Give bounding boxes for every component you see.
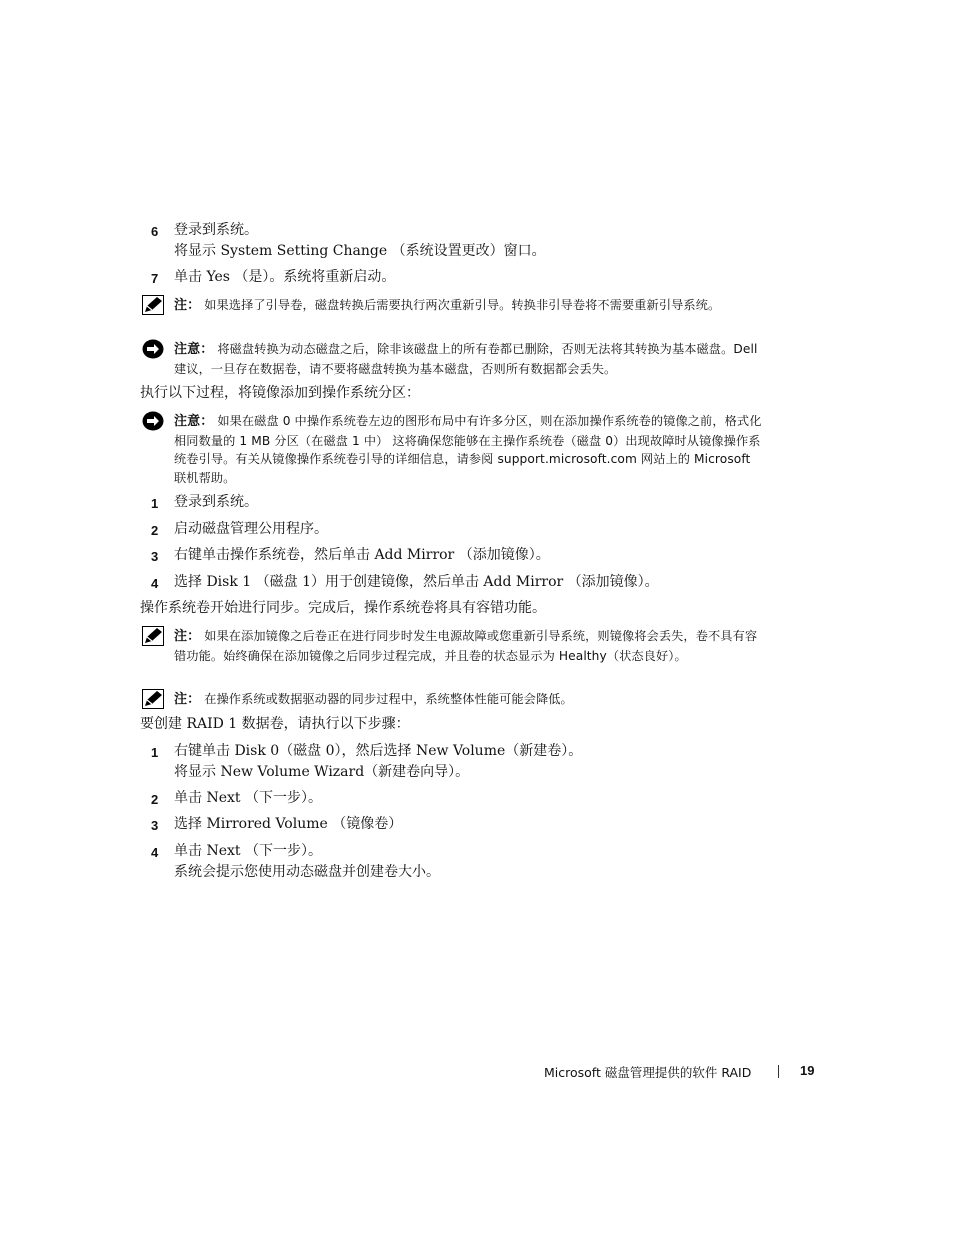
step-text: 右键单击 Disk 0（磁盘 0），然后选择 New Volume（新建卷）。 — [174, 743, 583, 759]
pencil-note-icon — [142, 689, 164, 709]
notice-block — [174, 412, 764, 487]
notice-text: 如果在磁盘 0 中操作系统卷左边的图形布局中有许多分区，则在添加操作系统卷的镜像之前，格式化相同数量的 1 MB 分区（在磁盘 1 中） 这将确保您能够在主操作系统卷（磁盘 0）出现故障时从镜像操作系统卷引导。有关从镜像操作系统卷引导的详细信息，请参阅 support.microsoft.com 网站上的 Microsoft 联机帮助。 — [174, 414, 762, 485]
footer-divider — [778, 1065, 779, 1078]
pencil-note-icon — [142, 295, 164, 315]
step-subtext: 将显示 System Setting Change （系统设置更改）窗口。 — [174, 243, 546, 259]
page-number: 19 — [800, 1063, 815, 1078]
note-block — [174, 690, 764, 710]
footer-title: Microsoft 磁盘管理提供的软件 RAID — [544, 1065, 752, 1080]
step-number: 4 — [151, 845, 159, 860]
pencil-note-icon — [142, 626, 164, 646]
step-number: 2 — [151, 792, 159, 807]
notice-arrow-icon — [142, 411, 164, 431]
notice-text: 将磁盘转换为动态磁盘之后，除非该磁盘上的所有卷都已删除，否则无法将其转换为基本磁盘。Dell 建议，一旦存在数据卷，请不要将磁盘转换为基本磁盘，否则所有数据都会丢失。 — [174, 342, 758, 376]
step-text: 单击 Next （下一步）。 — [174, 790, 322, 806]
step-subtext: 将显示 New Volume Wizard（新建卷向导）。 — [174, 764, 470, 780]
paragraph: 要创建 RAID 1 数据卷，请执行以下步骤： — [140, 716, 410, 732]
step-text: 选择 Disk 1 （磁盘 1）用于创建镜像，然后单击 Add Mirror （添加镜像）。 — [174, 574, 659, 590]
page-footer — [544, 1063, 815, 1081]
note-text: 如果在添加镜像之后卷正在进行同步时发生电源故障或您重新引导系统，则镜像将会丢失，卷不具有容错功能。始终确保在添加镜像之后同步过程完成，并且卷的状态显示为 Healthy（状态良好）。 — [174, 629, 758, 663]
note-block — [174, 627, 764, 665]
step-text: 登录到系统。 — [174, 222, 258, 238]
step-text: 单击 Next （下一步）。 — [174, 843, 322, 859]
step-text: 选择 Mirrored Volume （镜像卷） — [174, 816, 403, 832]
note-label: 注： — [174, 629, 201, 644]
step-subtext: 系统会提示您使用动态磁盘并创建卷大小。 — [174, 864, 440, 880]
notice-label: 注意： — [174, 414, 214, 429]
paragraph: 执行以下过程，将镜像添加到操作系统分区： — [140, 385, 420, 401]
notice-block — [174, 340, 764, 378]
note-label: 注： — [174, 692, 201, 707]
step-number: 3 — [151, 818, 159, 833]
step-number: 2 — [151, 523, 159, 538]
step-text: 右键单击操作系统卷，然后单击 Add Mirror （添加镜像）。 — [174, 547, 550, 563]
note-label: 注： — [174, 298, 201, 313]
notice-label: 注意： — [174, 342, 214, 357]
paragraph: 操作系统卷开始进行同步。完成后，操作系统卷将具有容错功能。 — [140, 600, 546, 616]
step-text: 登录到系统。 — [174, 494, 258, 510]
step-number: 1 — [151, 496, 159, 511]
note-text: 如果选择了引导卷，磁盘转换后需要执行两次重新引导。转换非引导卷将不需要重新引导系统。 — [204, 298, 721, 312]
step-number: 7 — [151, 271, 159, 286]
step-number: 1 — [151, 745, 159, 760]
note-block — [174, 296, 764, 316]
step-number: 6 — [151, 224, 159, 239]
step-text: 单击 Yes （是）。系统将重新启动。 — [174, 269, 396, 285]
step-number: 3 — [151, 549, 159, 564]
notice-arrow-icon — [142, 339, 164, 359]
step-text: 启动磁盘管理公用程序。 — [174, 521, 328, 537]
step-number: 4 — [151, 576, 159, 591]
note-text: 在操作系统或数据驱动器的同步过程中，系统整体性能可能会降低。 — [204, 692, 573, 706]
